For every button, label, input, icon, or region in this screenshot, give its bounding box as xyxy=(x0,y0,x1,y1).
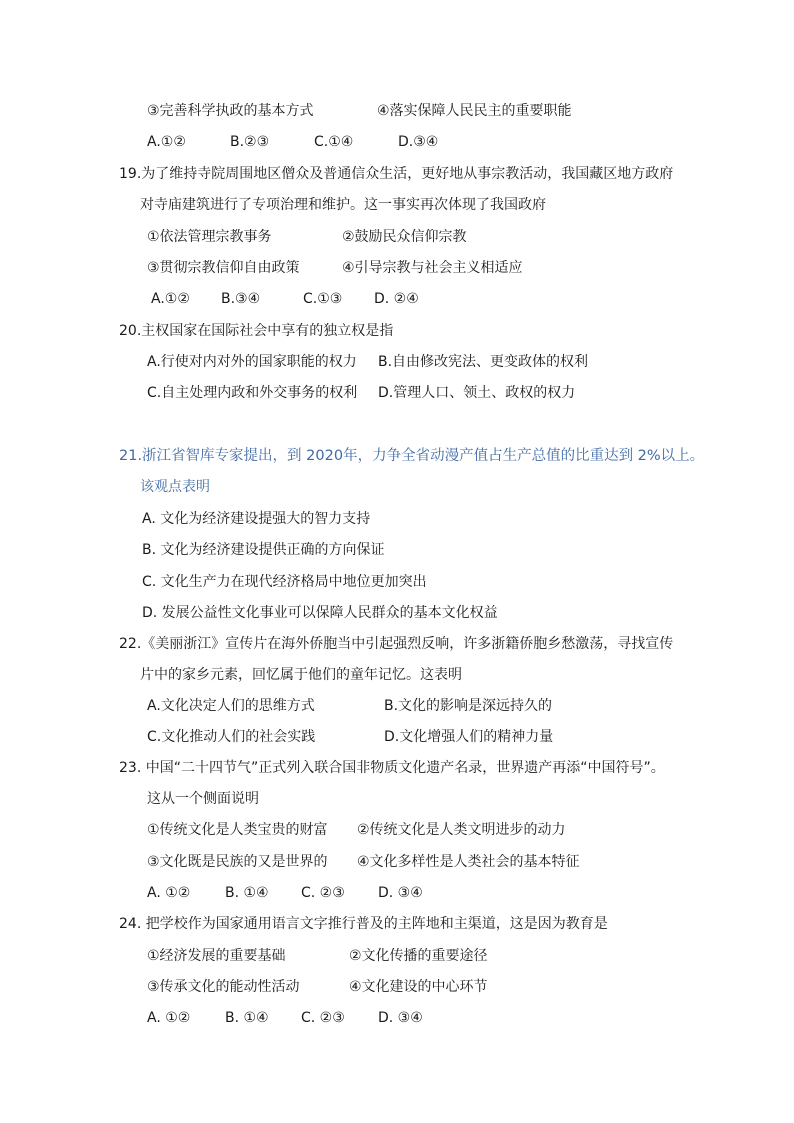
q18-option-4: ④落实保障人民民主的重要职能 xyxy=(377,103,572,119)
q19-stem-line-2: 对寺庙建筑进行了专项治理和维护。这一事实再次体现了我国政府 xyxy=(140,197,546,213)
q19-option-1: ①依法管理宗教事务 xyxy=(147,229,272,245)
q18-answer-a: A.①② xyxy=(147,134,186,150)
q20-option-d: D.管理人口、领土、政权的权力 xyxy=(378,385,576,401)
q24-option-4: ④文化建设的中心环节 xyxy=(349,979,488,995)
q20-option-c: C.自主处理内政和外交事务的权利 xyxy=(147,385,358,401)
q23-answer-b: B. ①④ xyxy=(225,885,269,901)
q21-option-b: B. 文化为经济建设提供正确的方向保证 xyxy=(142,542,385,558)
q19-option-4: ④引导宗教与社会主义相适应 xyxy=(342,260,523,276)
q18-answer-c: C.①④ xyxy=(314,134,354,150)
q24-option-1: ①经济发展的重要基础 xyxy=(147,948,286,964)
q22-option-d: D.文化增强人们的精神力量 xyxy=(384,729,554,745)
q23-answer-a: A. ①② xyxy=(147,885,191,901)
q21-option-a: A. 文化为经济建设提强大的智力支持 xyxy=(142,511,371,527)
q19-answer-a: A.①② xyxy=(151,291,190,307)
q23-option-1: ①传统文化是人类宝贵的财富 xyxy=(147,822,328,838)
q23-answer-c: C. ②③ xyxy=(301,885,345,901)
q19-option-3: ③贯彻宗教信仰自由政策 xyxy=(147,260,300,276)
q23-stem-line-1: 23. 中国“二十四节气”正式列入联合国非物质文化遗产名录，世界遗产再添“中国符号”。 xyxy=(119,760,665,776)
q24-answer-d: D. ③④ xyxy=(378,1010,423,1026)
q19-stem-line-1: 19.为了维持寺院周围地区僧众及普通信众生活，更好地从事宗教活动，我国藏区地方政府 xyxy=(119,166,674,182)
q19-answer-c: C.①③ xyxy=(303,291,343,307)
q24-option-2: ②文化传播的重要途径 xyxy=(349,948,488,964)
q18-answer-d: D.③④ xyxy=(398,134,439,150)
q24-answer-a: A. ①② xyxy=(147,1010,191,1026)
q20-stem: 20.主权国家在国际社会中享有的独立权是指 xyxy=(119,323,394,339)
q23-option-2: ②传统文化是人类文明进步的动力 xyxy=(357,822,566,838)
q22-option-a: A.文化决定人们的思维方式 xyxy=(147,698,315,714)
q21-option-c: C. 文化生产力在现代经济格局中地位更加突出 xyxy=(142,574,427,590)
q24-stem: 24. 把学校作为国家通用语言文字推行普及的主阵地和主渠道，这是因为教育是 xyxy=(119,916,608,932)
q23-option-3: ③文化既是民族的又是世界的 xyxy=(147,854,328,870)
q22-stem-line-2: 片中的家乡元素，回忆属于他们的童年记忆。这表明 xyxy=(140,667,462,683)
q20-option-a: A.行使对内对外的国家职能的权力 xyxy=(147,354,357,370)
q24-answer-c: C. ②③ xyxy=(301,1010,345,1026)
q23-answer-d: D. ③④ xyxy=(378,885,423,901)
q24-answer-b: B. ①④ xyxy=(225,1010,269,1026)
q24-option-3: ③传承文化的能动性活动 xyxy=(147,979,300,995)
q18-option-3: ③完善科学执政的基本方式 xyxy=(147,103,314,119)
q23-stem-line-2: 这从一个侧面说明 xyxy=(147,791,259,807)
q22-option-b: B.文化的影响是深远持久的 xyxy=(384,698,553,714)
q21-stem-line-1: 21.浙江省智库专家提出，到 2020年，力争全省动漫产值占生产总值的比重达到 2%以上。 xyxy=(119,448,705,464)
q20-option-b: B.自由修改宪法、更变政体的权利 xyxy=(378,354,589,370)
q19-answer-d: D. ②④ xyxy=(374,291,419,307)
q23-option-4: ④文化多样性是人类社会的基本特征 xyxy=(357,854,580,870)
q22-stem-line-1: 22.《美丽浙江》宣传片在海外侨胞当中引起强烈反响，许多浙籍侨胞乡愁激荡，寻找宣传 xyxy=(119,636,674,652)
q19-option-2: ②鼓励民众信仰宗教 xyxy=(342,229,467,245)
q21-option-d: D. 发展公益性文化事业可以保障人民群众的基本文化权益 xyxy=(142,605,498,621)
q18-answer-b: B.②③ xyxy=(230,134,270,150)
q21-stem-line-2: 该观点表明 xyxy=(140,479,210,495)
q22-option-c: C.文化推动人们的社会实践 xyxy=(147,729,316,745)
q19-answer-b: B.③④ xyxy=(221,291,261,307)
